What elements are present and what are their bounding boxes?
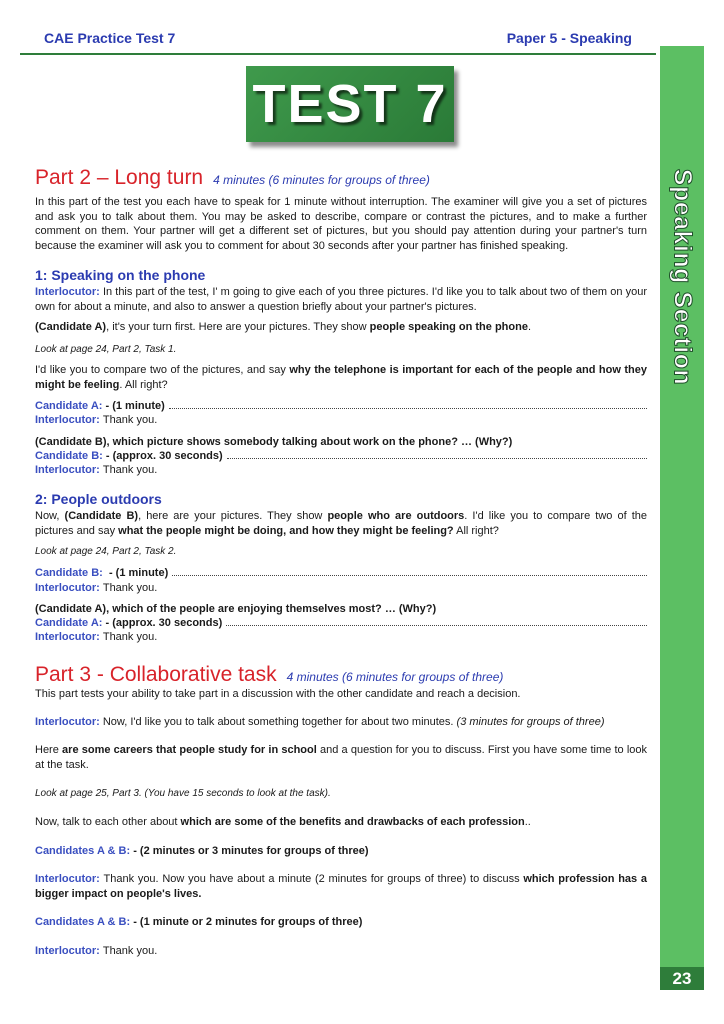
part-heading bbox=[35, 663, 647, 689]
timing-note: 4 minutes (6 minutes for groups of three) bbox=[213, 173, 430, 187]
paragraph bbox=[35, 872, 647, 901]
header-section: Paper 5 - Speaking bbox=[506, 30, 632, 46]
text-span: (Candidate B) bbox=[35, 436, 107, 448]
paragraph bbox=[35, 844, 647, 859]
paragraph bbox=[35, 413, 647, 428]
speaker-label: Interlocutor: bbox=[35, 414, 103, 426]
speaker-label: Interlocutor: bbox=[35, 464, 103, 476]
speaker-label: Interlocutor: bbox=[35, 945, 103, 957]
paragraph bbox=[35, 630, 647, 645]
header-title: CAE Practice Test 7 bbox=[44, 30, 176, 46]
text-span: which profession has a bigger impact on people's lives. bbox=[35, 873, 648, 900]
paragraph bbox=[35, 581, 647, 596]
text-span: and a question for you to discuss. First you have some time to look at the task. bbox=[35, 744, 648, 771]
part-heading bbox=[35, 166, 647, 192]
speaker-label: Candidate B: bbox=[35, 450, 106, 462]
speaker-label: Candidate A: bbox=[35, 400, 106, 412]
text-span: - (1 minute) bbox=[105, 567, 169, 579]
text-span: (Candidate A) bbox=[35, 321, 107, 333]
page-number: 23 bbox=[660, 967, 704, 990]
text-span: - (1 minute or 2 minutes for groups of three) bbox=[133, 916, 363, 928]
text-span: In this part of the test, I' m going to give each of you three pictures. I'd like you to talk about two of them on your own for about a minute, and also to answer a question briefly about your partner's pictures. bbox=[35, 286, 647, 313]
text-span: are some careers that people study for in school bbox=[62, 744, 317, 756]
header-divider bbox=[20, 53, 656, 55]
speaker-label: Candidate A: bbox=[35, 617, 106, 629]
text-span: Thank you. bbox=[102, 631, 158, 643]
task-heading bbox=[35, 490, 647, 508]
instruction-note bbox=[35, 545, 647, 560]
text-span: (3 minutes for groups of three) bbox=[456, 716, 605, 728]
text-span: Thank you. bbox=[102, 582, 158, 594]
text-span: why the telephone is important for each of the people and how they might be feeling bbox=[35, 364, 647, 391]
text-span: . bbox=[527, 321, 532, 333]
text-span: Look at page 24, Part 2, Task 2. bbox=[35, 546, 177, 557]
paragraph bbox=[35, 602, 647, 617]
text-span: Thank you. bbox=[102, 414, 158, 426]
speaker-label: Interlocutor: bbox=[35, 631, 103, 643]
text-span: - (approx. 30 seconds) bbox=[105, 450, 223, 462]
text-span: , which of the people are enjoying themselves most? … (Why?) bbox=[106, 603, 437, 615]
text-span: , it's your turn first. Here are your pictures. They show bbox=[106, 321, 370, 333]
text-span: which are some of the benefits and drawbacks of each profession bbox=[180, 816, 525, 828]
text-span: Part 3 - Collaborative task bbox=[35, 663, 277, 686]
text-span: 1: Speaking on the phone bbox=[35, 267, 206, 283]
text-span: In this part of the test you each have to speak for 1 minute without interruption. The examiner will give you a set of pictures and ask you to talk about them. You may be asked to describe, compare or contrast the pictures, and to make a further comment on them. Your partner will get a different set of pictures, but you should pay attention during your partner's turn because the examiner will ask you to comment for about 30 seconds after your partner has finished speaking. bbox=[35, 196, 647, 252]
text-span: - (approx. 30 seconds) bbox=[105, 617, 223, 629]
paragraph bbox=[35, 285, 647, 314]
dotted-leader bbox=[227, 449, 647, 459]
text-span: Look at page 25, Part 3. (You have 15 seconds to look at the task). bbox=[35, 788, 331, 799]
candidate-response-line bbox=[35, 399, 647, 414]
paragraph bbox=[35, 915, 647, 930]
paragraph bbox=[35, 435, 647, 450]
text-span: - (2 minutes or 3 minutes for groups of three) bbox=[133, 845, 369, 857]
text-span: . All right? bbox=[119, 378, 168, 391]
paragraph bbox=[35, 195, 647, 253]
text-span: (Candidate A) bbox=[35, 603, 107, 615]
text-span: Now, I'd like you to talk about something together for about two minutes. bbox=[102, 716, 457, 728]
paragraph bbox=[35, 815, 647, 830]
paragraph bbox=[35, 509, 647, 538]
dotted-leader bbox=[169, 399, 647, 409]
paragraph bbox=[35, 687, 647, 702]
text-span: Part 2 – Long turn bbox=[35, 166, 204, 189]
text-span: Thank you. bbox=[102, 464, 158, 476]
speaker-label: Interlocutor: bbox=[35, 873, 104, 885]
dotted-leader bbox=[226, 616, 647, 626]
text-span: .. bbox=[524, 816, 531, 828]
instruction-note bbox=[35, 787, 647, 802]
speaker-label: Candidates A & B: bbox=[35, 916, 134, 928]
text-span: - (1 minute) bbox=[105, 400, 165, 412]
timing-note: 4 minutes (6 minutes for groups of three) bbox=[286, 670, 504, 684]
candidate-response-line bbox=[35, 616, 647, 631]
candidate-response-line bbox=[35, 566, 647, 581]
paragraph bbox=[35, 743, 647, 772]
speaker-label: Interlocutor: bbox=[35, 716, 103, 728]
text-span: 2: People outdoors bbox=[35, 491, 162, 507]
text-span: Look at page 24, Part 2, Task 1. bbox=[35, 344, 177, 355]
text-span: Thank you. Now you have about a minute (2 minutes for groups of three) to discuss bbox=[103, 873, 524, 885]
text-span: people speaking on the phone bbox=[369, 321, 528, 333]
dotted-leader bbox=[172, 566, 647, 576]
speaker-label: Candidates A & B: bbox=[35, 845, 134, 857]
paragraph bbox=[35, 715, 647, 730]
text-span: This part tests your ability to take part in a discussion with the other candidate and reach a decision. bbox=[35, 688, 521, 700]
text-span: (Candidate B) bbox=[64, 510, 139, 522]
text-span: , which picture shows somebody talking about work on the phone? … (Why?) bbox=[106, 436, 513, 448]
candidate-response-line bbox=[35, 449, 647, 464]
paragraph bbox=[35, 363, 647, 392]
text-span: . I'd like you to compare two of the pictures and say bbox=[35, 510, 648, 537]
task-heading bbox=[35, 266, 647, 284]
paragraph bbox=[35, 320, 647, 335]
text-span: I'd like you to compare two of the pictures, and say bbox=[35, 364, 290, 376]
text-span: what the people might be doing, and how they might be feeling? bbox=[118, 524, 454, 537]
text-span: Here bbox=[35, 744, 63, 756]
text-span: Now, talk to each other about bbox=[35, 816, 181, 828]
text-span: Thank you. bbox=[102, 945, 158, 957]
sidebar-label: Speaking Section bbox=[668, 168, 697, 386]
test-banner-text: TEST 7 bbox=[252, 74, 448, 134]
paragraph bbox=[35, 463, 647, 478]
test-banner bbox=[246, 66, 454, 142]
text-span: people who are outdoors bbox=[327, 510, 465, 522]
paragraph bbox=[35, 944, 647, 959]
text-span: All right? bbox=[453, 524, 499, 537]
speaker-label: Interlocutor: bbox=[35, 286, 103, 298]
instruction-note bbox=[35, 343, 647, 358]
speaker-label: Candidate B: bbox=[35, 567, 106, 579]
speaker-label: Interlocutor: bbox=[35, 582, 103, 594]
text-span: , here are your pictures. They show bbox=[138, 510, 328, 522]
text-span: Now, bbox=[35, 510, 65, 522]
